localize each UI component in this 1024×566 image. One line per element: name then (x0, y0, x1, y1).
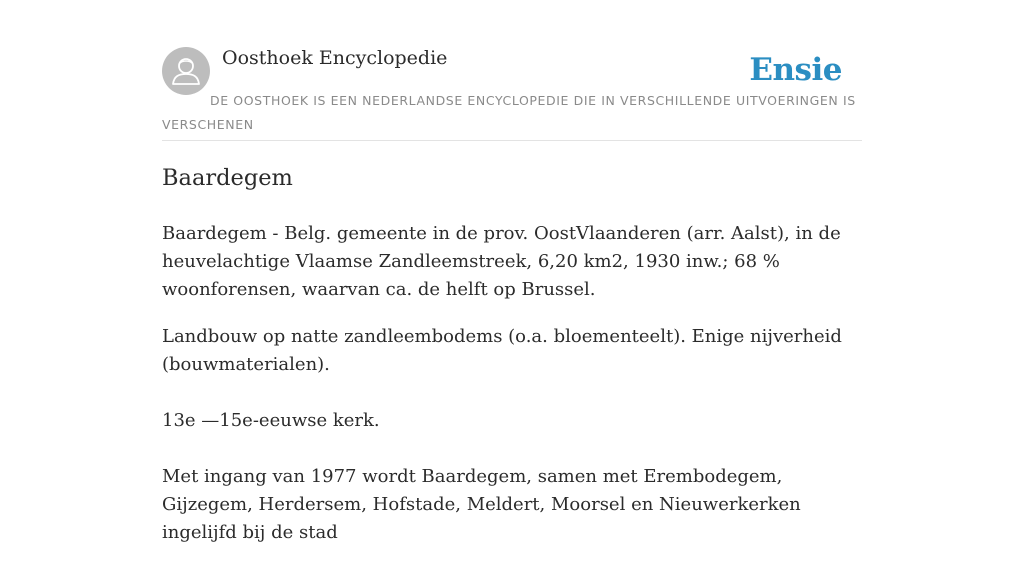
brand-logo[interactable]: Ensie (749, 52, 842, 88)
article-title: Baardegem (162, 165, 293, 191)
source-name-link[interactable]: Oosthoek Encyclopedie (222, 47, 448, 69)
avatar[interactable] (162, 47, 210, 95)
source-header (162, 46, 862, 141)
source-tagline: DE OOSTHOEK IS EEN NEDERLANDSE ENCYCLOPEDIE DIE IN VERSCHILLENDE UITVOERINGEN IS VERSCHENEN (162, 93, 856, 132)
article-paragraph: Landbouw op natte zandleembodems (o.a. bloementeelt). Enige nijverheid (bouwmaterialen). 13e —15e-eeuwse kerk. Met ingang van 1977 wordt Baardegem, samen met Erembodegem, Gijzegem, Herdersem, Hofstade, Meldert, Moorsel en Nieuwerkerken ingelijfd bij de stad (162, 326, 842, 543)
article-paragraph: Baardegem - Belg. gemeente in de prov. OostVlaanderen (arr. Aalst), in de heuvelachtige Vlaamse Zandleemstreek, 6,20 km2, 1930 inw.; 68 % woonforensen, waarvan ca. de helft op Brussel. (162, 223, 847, 300)
user-silhouette-icon (162, 47, 210, 95)
article-content (162, 160, 862, 566)
